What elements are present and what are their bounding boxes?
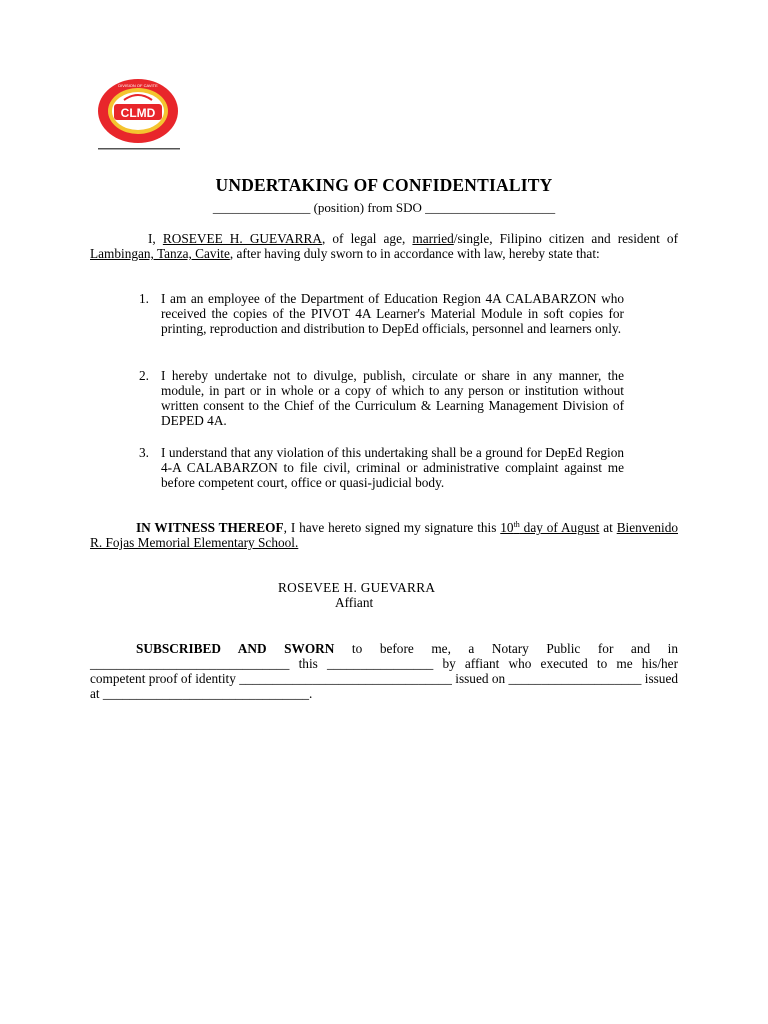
- list-item: [136, 291, 624, 336]
- witness-paragraph: IN WITNESS THEREOF, I have hereto signed my signature this 10th day of August at Bienvenido R. Fojas Memorial Elementary School.: [90, 520, 678, 550]
- civil-status: married: [412, 231, 454, 246]
- svg-text:DIVISION OF CAVITE: DIVISION OF CAVITE: [118, 83, 158, 88]
- affiant-name-inline: ROSEVEE H. GUEVARRA: [162, 231, 322, 246]
- item-number: 3.: [139, 445, 149, 460]
- item-text: I am an employee of the Department of Education Region 4A CALABARZON who received the copies of the PIVOT 4A Learner's Material Module in soft copies for printing, reproduction and distribution to DepEd officials, personnel and learners only.: [161, 291, 624, 336]
- affiant-label: Affiant: [335, 595, 374, 610]
- item-text: I hereby undertake not to divulge, publish, circulate or share in any manner, the module, in part or in whole or a copy of which to any person or institution without written consent to the Chief of the Curriculum & Learning Management Division of DEPED 4A.: [161, 368, 624, 428]
- item-number: 1.: [139, 291, 149, 306]
- clmd-logo: [90, 78, 188, 154]
- list-item: [136, 368, 624, 428]
- signing-date: 10th day of August: [500, 520, 600, 535]
- signing-place: Bienvenido R. Fojas Memorial Elementary School.: [90, 520, 678, 550]
- document-title: UNDERTAKING OF CONFIDENTIALITY: [215, 175, 553, 195]
- sworn-paragraph: SUBSCRIBED AND SWORN to before me, a Notary Public for and in ______________________________ this ________________ by affiant who executed to me his/her competent proof of identity ________________________________ issued on ____________________ issued at _______________________________.: [90, 641, 678, 701]
- item-text: I understand that any violation of this undertaking shall be a ground for DepEd Region 4-A CALABARZON to file civil, criminal or administrative complaint against me before competent court, office or quasi-judicial body.: [161, 445, 624, 490]
- clmd-seal-icon: [90, 78, 188, 154]
- svg-text:CLMD: CLMD: [120, 106, 156, 120]
- address: Lambingan, Tanza, Cavite: [90, 246, 230, 261]
- affiant-name: ROSEVEE H. GUEVARRA: [278, 580, 436, 595]
- document-subtitle: _______________ (position) from SDO ____________________: [212, 200, 556, 215]
- item-number: 2.: [139, 368, 149, 383]
- intro-paragraph: I, ROSEVEE H. GUEVARRA, of legal age, married/single, Filipino citizen and resident of Lambingan, Tanza, Cavite, after having duly sworn to in accordance with law, hereby state that:: [90, 231, 678, 261]
- list-item: [136, 445, 624, 490]
